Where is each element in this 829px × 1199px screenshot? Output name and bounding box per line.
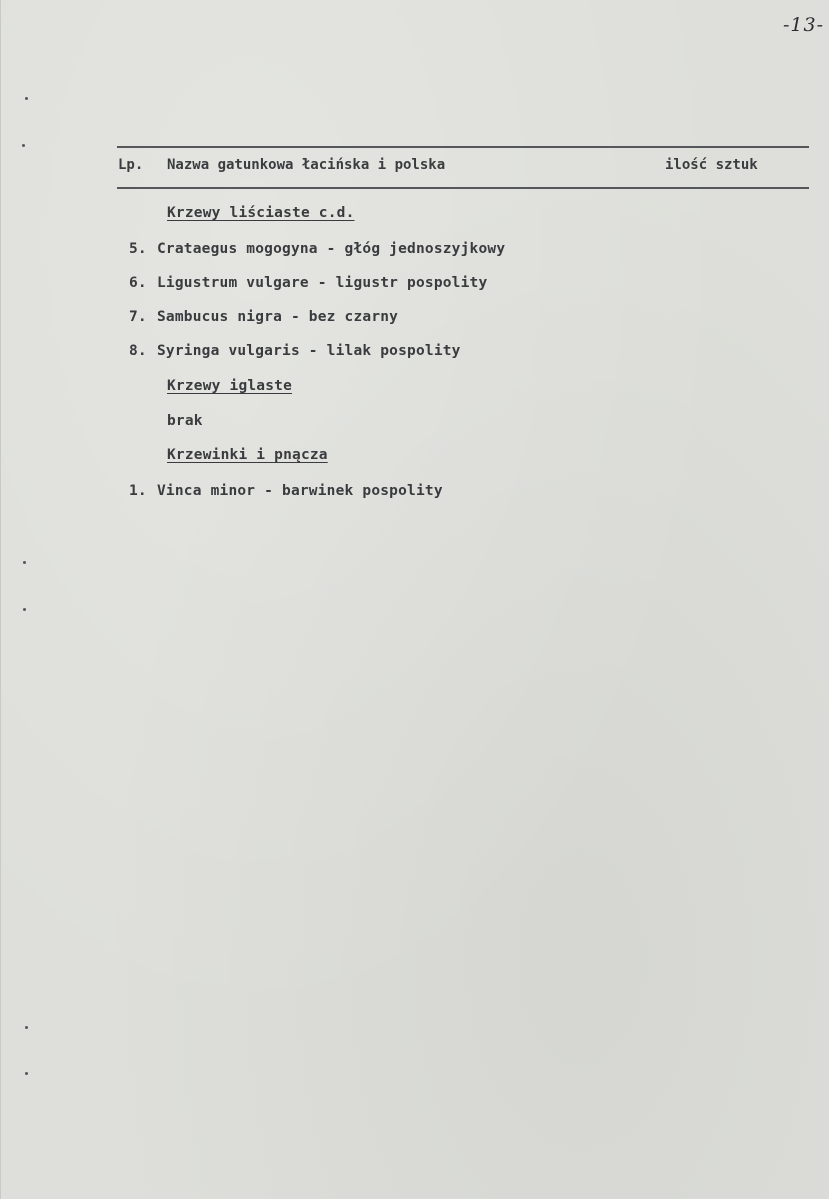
- item-text: Sambucus nigra - bez czarny: [157, 309, 399, 325]
- item-number: 6.: [129, 275, 147, 291]
- list-item: [129, 343, 461, 359]
- list-item: [129, 309, 398, 325]
- column-header-quantity: ilość sztuk: [665, 157, 758, 173]
- margin-dot: [25, 1026, 28, 1029]
- margin-dot: [25, 1072, 28, 1075]
- margin-dot: [22, 144, 25, 147]
- item-number: 8.: [129, 343, 147, 359]
- table-header-bottom-rule: [117, 187, 809, 189]
- margin-dot: [23, 608, 26, 611]
- item-text: Syringa vulgaris - lilak pospolity: [157, 343, 461, 359]
- item-text: Crataegus mogogyna - głóg jednoszyjkowy: [157, 241, 506, 257]
- list-item: [129, 241, 505, 257]
- item-text: Ligustrum vulgare - ligustr pospolity: [157, 275, 488, 291]
- item-number: 1.: [129, 483, 147, 499]
- page-number: -13-: [782, 14, 824, 36]
- column-header-name: Nazwa gatunkowa łacińska i polska: [167, 157, 446, 173]
- table-header-top-rule: [117, 146, 809, 148]
- item-number: 7.: [129, 309, 147, 325]
- item-number: 5.: [129, 241, 147, 257]
- margin-dot: [25, 97, 28, 100]
- section-title-krzewy-iglaste: Krzewy iglaste: [167, 378, 293, 394]
- section-title-krzewinki-pnacza: Krzewinki i pnącza: [167, 447, 328, 463]
- margin-dot: [23, 561, 26, 564]
- list-item: [129, 275, 487, 291]
- list-item: [129, 483, 443, 499]
- section-title-krzewy-lisciaste: Krzewy liściaste c.d.: [167, 205, 355, 221]
- column-header-lp: Lp.: [118, 157, 144, 173]
- section-note: brak: [167, 413, 203, 429]
- item-text: Vinca minor - barwinek pospolity: [157, 483, 443, 499]
